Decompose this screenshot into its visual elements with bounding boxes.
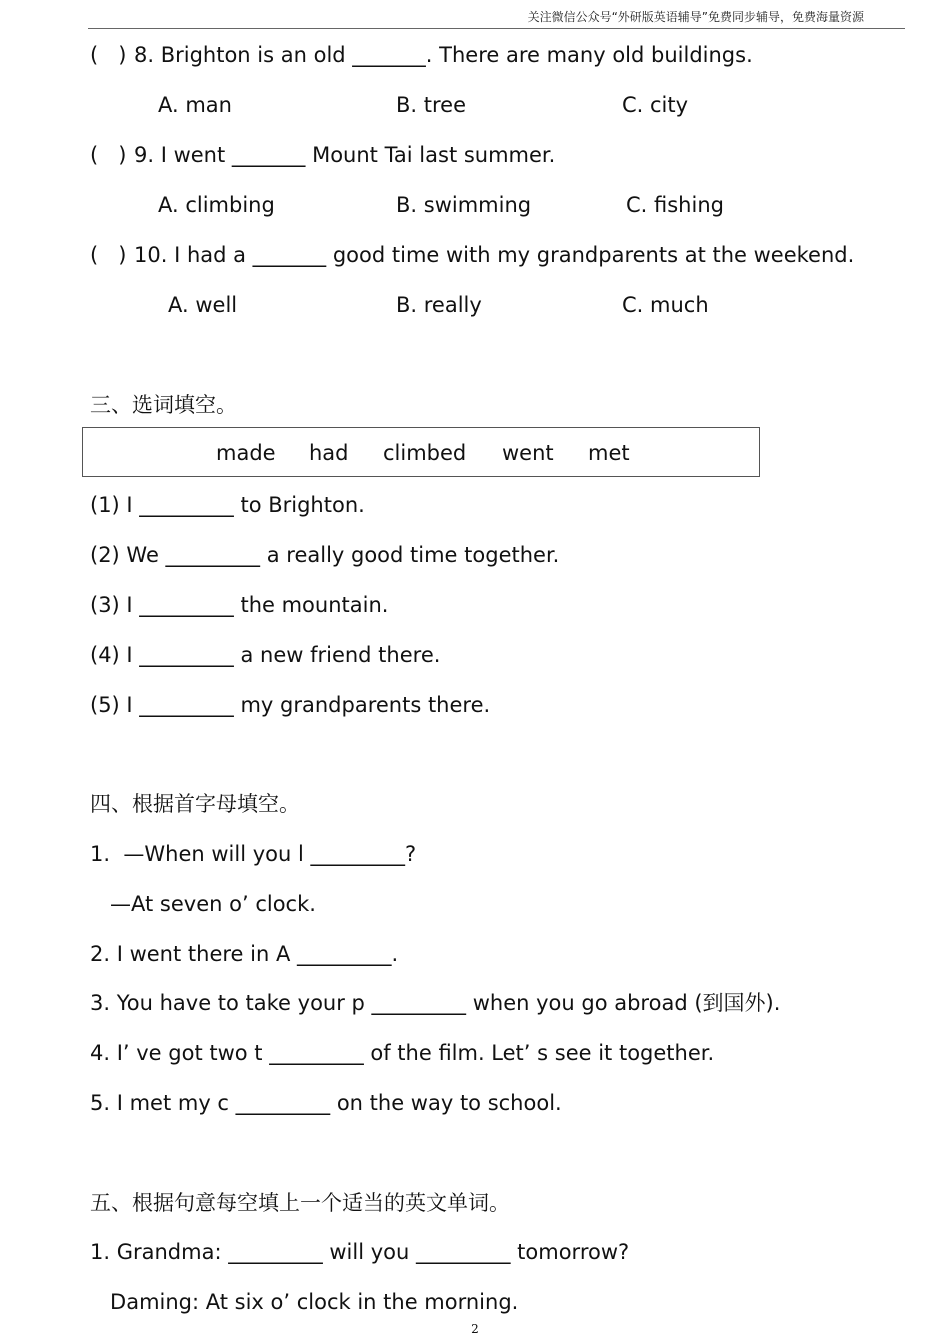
option-c: C. city [622,93,689,117]
question-stem: 9. I went _______ Mount Tai last summer. [134,143,556,167]
fill-item: 1. —When will you l _________? [90,842,417,866]
fill-item: 2. I went there in A _________. [90,942,399,966]
option-c: C. fishing [626,193,724,217]
fill-item: (2) We _________ a really good time together. [90,543,560,567]
fill-item: 5. I met my c _________ on the way to school. [90,1091,562,1115]
header-text: 关注微信公众号“外研版英语辅导”免费同步辅导，免费海量资源 [527,10,864,24]
word-bank-item: made [216,441,276,465]
word-bank [82,427,760,477]
fill-item: —At seven o’ clock. [90,892,316,916]
fill-item: Daming: At six o’ clock in the morning. [90,1290,519,1314]
fill-item: (5) I _________ my grandparents there. [90,693,491,717]
mc-question-9 [90,142,555,168]
question-stem: 8. Brighton is an old _______. There are many old buildings. [134,43,753,67]
fill-item: 1. Grandma: _________ will you _________ tomorrow? [90,1240,630,1264]
option-b: B. tree [396,93,467,117]
option-a: A. well [168,293,238,317]
word-bank-item: went [502,441,554,465]
option-b: B. really [396,293,482,317]
fill-item: (3) I _________ the mountain. [90,593,389,617]
fill-item: (1) I _________ to Brighton. [90,493,365,517]
section-4-title: 四、根据首字母填空。 [90,792,300,816]
option-a: A. man [158,93,232,117]
word-bank-item: had [309,441,349,465]
answer-paren: ( ) [90,143,127,167]
header-rule [88,28,905,29]
mc-question-10 [90,242,854,268]
fill-item: 3. You have to take your p _________ when you go abroad (到国外). [90,991,781,1015]
word-bank-item: met [588,441,630,465]
section-5-title: 五、根据句意每空填上一个适当的英文单词。 [90,1191,510,1215]
word-bank-item: climbed [383,441,467,465]
question-stem: 10. I had a _______ good time with my grandparents at the weekend. [134,243,855,267]
page-number: 2 [471,1322,479,1336]
answer-paren: ( ) [90,243,127,267]
mc-question-8 [90,42,753,68]
fill-item: (4) I _________ a new friend there. [90,643,441,667]
option-a: A. climbing [158,193,275,217]
option-c: C. much [622,293,709,317]
answer-paren: ( ) [90,43,127,67]
fill-item: 4. I’ ve got two t _________ of the film. Let’ s see it together. [90,1041,715,1065]
section-3-title: 三、选词填空。 [90,393,237,417]
option-b: B. swimming [396,193,532,217]
